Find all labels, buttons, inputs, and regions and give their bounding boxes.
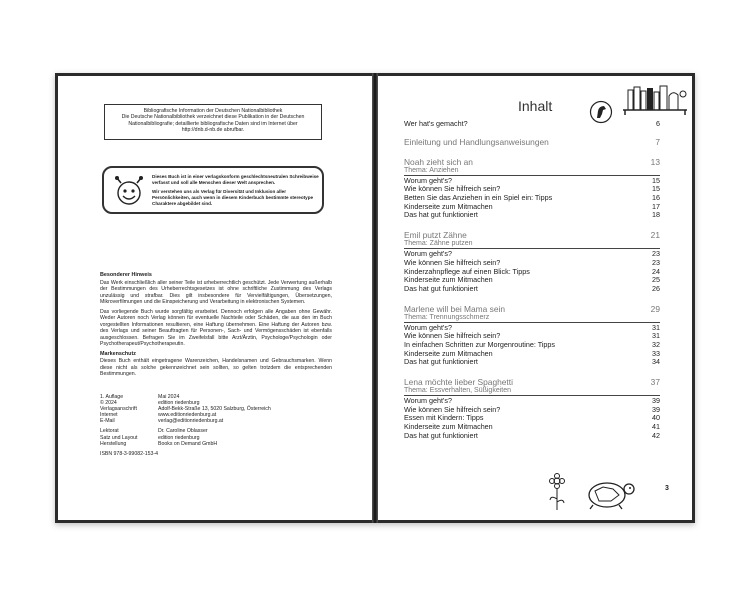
imprint-value: verlag@editionriedenburg.at (158, 418, 224, 425)
toc-chapter-page: 13 (650, 156, 660, 167)
toc-entry-title: Kinderseite zum Mitmachen (404, 275, 493, 285)
toc-chapter-title: Lena möchte lieber Spaghetti (404, 377, 513, 387)
toc-chapter-page: 37 (650, 377, 660, 387)
imprint-key: © 2024 (100, 400, 117, 407)
toc-entry-title: Wie können Sie hilfreich sein? (404, 331, 501, 341)
imprint-value: edition riedenburg (158, 434, 200, 441)
trademark-paragraph: Dieses Buch enthält eingetragene Warenzeichen, Handelsnamen und Gebrauchsmarken. Wenn diese nicht als solche gekennzeichnet sein sollten, so gelten trotzdem die entsprechenden Bestimmungen. (100, 358, 332, 377)
toc-entry-title: Wie können Sie hilfreich sein? (404, 184, 501, 194)
toc-entry-page: 23 (652, 257, 660, 267)
trademark-heading: Markenschutz (100, 350, 136, 357)
bookshelf-icon (622, 82, 688, 116)
toc-chapter-title: Noah zieht sich an (404, 156, 473, 167)
toc-chapter (404, 157, 660, 167)
toc-chapter-page: 7 (655, 136, 660, 147)
imprint (100, 394, 332, 457)
toc-chapter (404, 137, 660, 147)
table-of-contents (404, 120, 660, 440)
imprint-key: Internet (100, 412, 118, 419)
diversity-text-2: Wir verstehen uns als Verlag für Diversität und Inklusion aller Persönlichkeiten, auch wenn in diesem Kinderbuch bestimmte stereotype Charaktere abgebildet sind. (152, 189, 314, 206)
imprint-key: 1. Auflage (100, 394, 124, 400)
toc-entry-title: Worum geht's? (404, 175, 452, 185)
toc-entry (404, 358, 660, 367)
toc-entry-title: Essen mit Kindern: Tipps (404, 413, 484, 423)
toc-entry-title: Wer hat's gemacht? (404, 119, 468, 128)
toc-entry-page: 24 (652, 266, 660, 276)
toc-chapter-title: Emil putzt Zähne (404, 230, 467, 241)
imprint-value: www.editionriedenburg.at (158, 412, 217, 419)
toc-theme: Thema: Anziehen (404, 167, 660, 176)
toc-entry-page: 42 (652, 430, 660, 440)
diversity-text-1: Dieses Buch ist in einer verlagskonform geschlechtsneutralen Schreibweise verfasst und soll alle Menschen dieser Welt ansprechen. (152, 174, 319, 185)
toc-entry-page: 18 (652, 210, 660, 220)
imprint-key: Lektorat (100, 428, 119, 435)
biblio-line: Die Deutsche Nationalbibliothek verzeichnet diese Publikation in der Deutschen (121, 114, 305, 121)
toc-entry-page: 15 (652, 184, 660, 194)
toc-entry-title: Das hat gut funktioniert (404, 283, 478, 293)
toc-entry-page: 39 (652, 404, 660, 414)
imprint-value: Adolf-Bekk-Straße 13, 5020 Salzburg, Österreich (158, 406, 271, 413)
toc-entry-page: 33 (652, 348, 660, 358)
toc-entry-page: 32 (652, 339, 660, 349)
toc-entry-page: 34 (652, 357, 660, 367)
imprint-key: Satz und Layout (100, 434, 138, 441)
toc-chapter-page: 29 (650, 303, 660, 314)
imprint-row (100, 418, 332, 424)
turtle-doodle-icon (583, 471, 635, 511)
page-number: 3 (665, 485, 669, 492)
toc-entry-page: 39 (652, 396, 660, 405)
imprint-key: E-Mail (100, 418, 115, 425)
toc-entry (404, 211, 660, 220)
toc-title: Inhalt (518, 98, 553, 114)
toc-entry-title: Kinderseite zum Mitmachen (404, 348, 493, 358)
toc-entry-title: Kinderseite zum Mitmachen (404, 422, 493, 432)
right-page (378, 76, 692, 520)
toc-chapter-title: Einleitung und Handlungsanweisungen (404, 136, 549, 147)
biblio-line: http://dnb.d-nb.de abrufbar. (181, 127, 245, 134)
toc-entry-title: Das hat gut funktioniert (404, 430, 478, 440)
imprint-value: Mai 2024 (158, 394, 180, 400)
toc-entry-page: 6 (656, 119, 660, 128)
imprint-row (100, 441, 332, 447)
diversity-notice-box (102, 166, 324, 214)
imprint-key: Herstellung (100, 440, 127, 447)
toc-entry-title: Worum geht's? (404, 396, 452, 405)
toc-entry-title: Kinderzahnpflege auf einen Blick: Tipps (404, 266, 530, 276)
biblio-line: Nationalbibliografie; detaillierte bibliografische Daten sind im Internet über (128, 120, 298, 127)
imprint-key: Verlagsanschrift (100, 406, 137, 413)
toc-entry-title: Wie können Sie hilfreich sein? (404, 404, 501, 414)
legal-notice (100, 272, 332, 381)
toc-theme: Thema: Zähne putzen (404, 240, 660, 249)
toc-entry-title: Worum geht's? (404, 322, 452, 332)
toc-entry-title: Wie können Sie hilfreich sein? (404, 257, 501, 267)
toc-entry-page: 23 (652, 249, 660, 259)
flower-doodle-icon (547, 473, 567, 511)
toc-entry-title: Das hat gut funktioniert (404, 210, 478, 220)
toc-entry-title: Betten Sie das Anziehen in ein Spiel ein: Tipps (404, 193, 553, 203)
book-spread (55, 73, 695, 523)
toc-entry (404, 285, 660, 294)
biblio-line: Bibliografische Information der Deutschen Nationalbibliothek (143, 108, 283, 114)
notice-heading: Besonderer Hinweis (100, 272, 152, 278)
imprint-value: Dr. Caroline Oblasser (158, 428, 208, 435)
notice-paragraph-1: Das Werk einschließlich aller seiner Teile ist urheberrechtlich geschützt. Jede Verwertung außerhalb der Bestimmungen des Urheberrechtsgesetzes ist ohne schriftliche Zustimmung des Verlags unzulässig und strafbar. Dies gilt insbesondere für Vervielfältigungen, Übersetzungen, Mikroverfilmungen und die Einspeicherung und Verarbeitung in elektronischen Systemen. (100, 279, 332, 305)
imprint-value: Books on Demand GmbH (158, 440, 218, 447)
toc-entry-page: 26 (652, 283, 660, 293)
toc-entry-page: 15 (652, 175, 660, 185)
isbn: ISBN 978-3-99082-153-4 (100, 450, 158, 457)
toc-entry-page: 25 (652, 275, 660, 285)
toc-chapter-title: Marlene will bei Mama sein (404, 303, 506, 314)
toc-entry (404, 120, 660, 129)
toc-entry-page: 16 (652, 193, 660, 203)
toc-entry-title: Worum geht's? (404, 249, 452, 259)
toc-entry-title: Das hat gut funktioniert (404, 357, 478, 367)
toc-theme: Thema: Essverhalten, Süßigkeiten (404, 387, 660, 396)
toc-chapter (404, 377, 660, 387)
toc-chapter (404, 304, 660, 314)
toc-entry (404, 432, 660, 441)
notice-paragraph-2: Das vorliegende Buch wurde sorgfältig erarbeitet. Dennoch erfolgen alle Angaben ohne Gewähr. Weder Autoren noch Verlag können für eventuelle Nachteile oder Schäden, die aus den im Buch vorgestellten Informationen resultieren, eine Haftung übernehmen. Eine Haftung der Autoren bzw. des Verlags und seiner Beauftragten für Personen-, Sach- und Vermögensschäden ist ebenfalls ausgeschlossen. Befragen Sie im Zweifelsfall bitte Arzt/Ärztin, Psychologe/Psychologin oder Psychotherapeut/Psychotherapeutin. (100, 308, 332, 347)
toc-entry-page: 40 (652, 413, 660, 423)
toc-entry-page: 31 (652, 322, 660, 332)
toc-theme: Thema: Trennungsschmerz (404, 314, 660, 323)
toc-entry-page: 17 (652, 201, 660, 211)
toc-chapter (404, 230, 660, 240)
imprint-value: edition riedenburg (158, 400, 200, 407)
toc-chapter-page: 21 (650, 230, 660, 241)
toc-entry-page: 31 (652, 331, 660, 341)
left-page (58, 76, 372, 520)
bibliographic-info-box (104, 104, 322, 140)
toc-entry-title: In einfachen Schritten zur Morgenroutine: Tipps (404, 339, 556, 349)
toc-entry-page: 41 (652, 422, 660, 432)
toc-entry-title: Kinderseite zum Mitmachen (404, 201, 493, 211)
smiley-face-icon (113, 175, 145, 207)
